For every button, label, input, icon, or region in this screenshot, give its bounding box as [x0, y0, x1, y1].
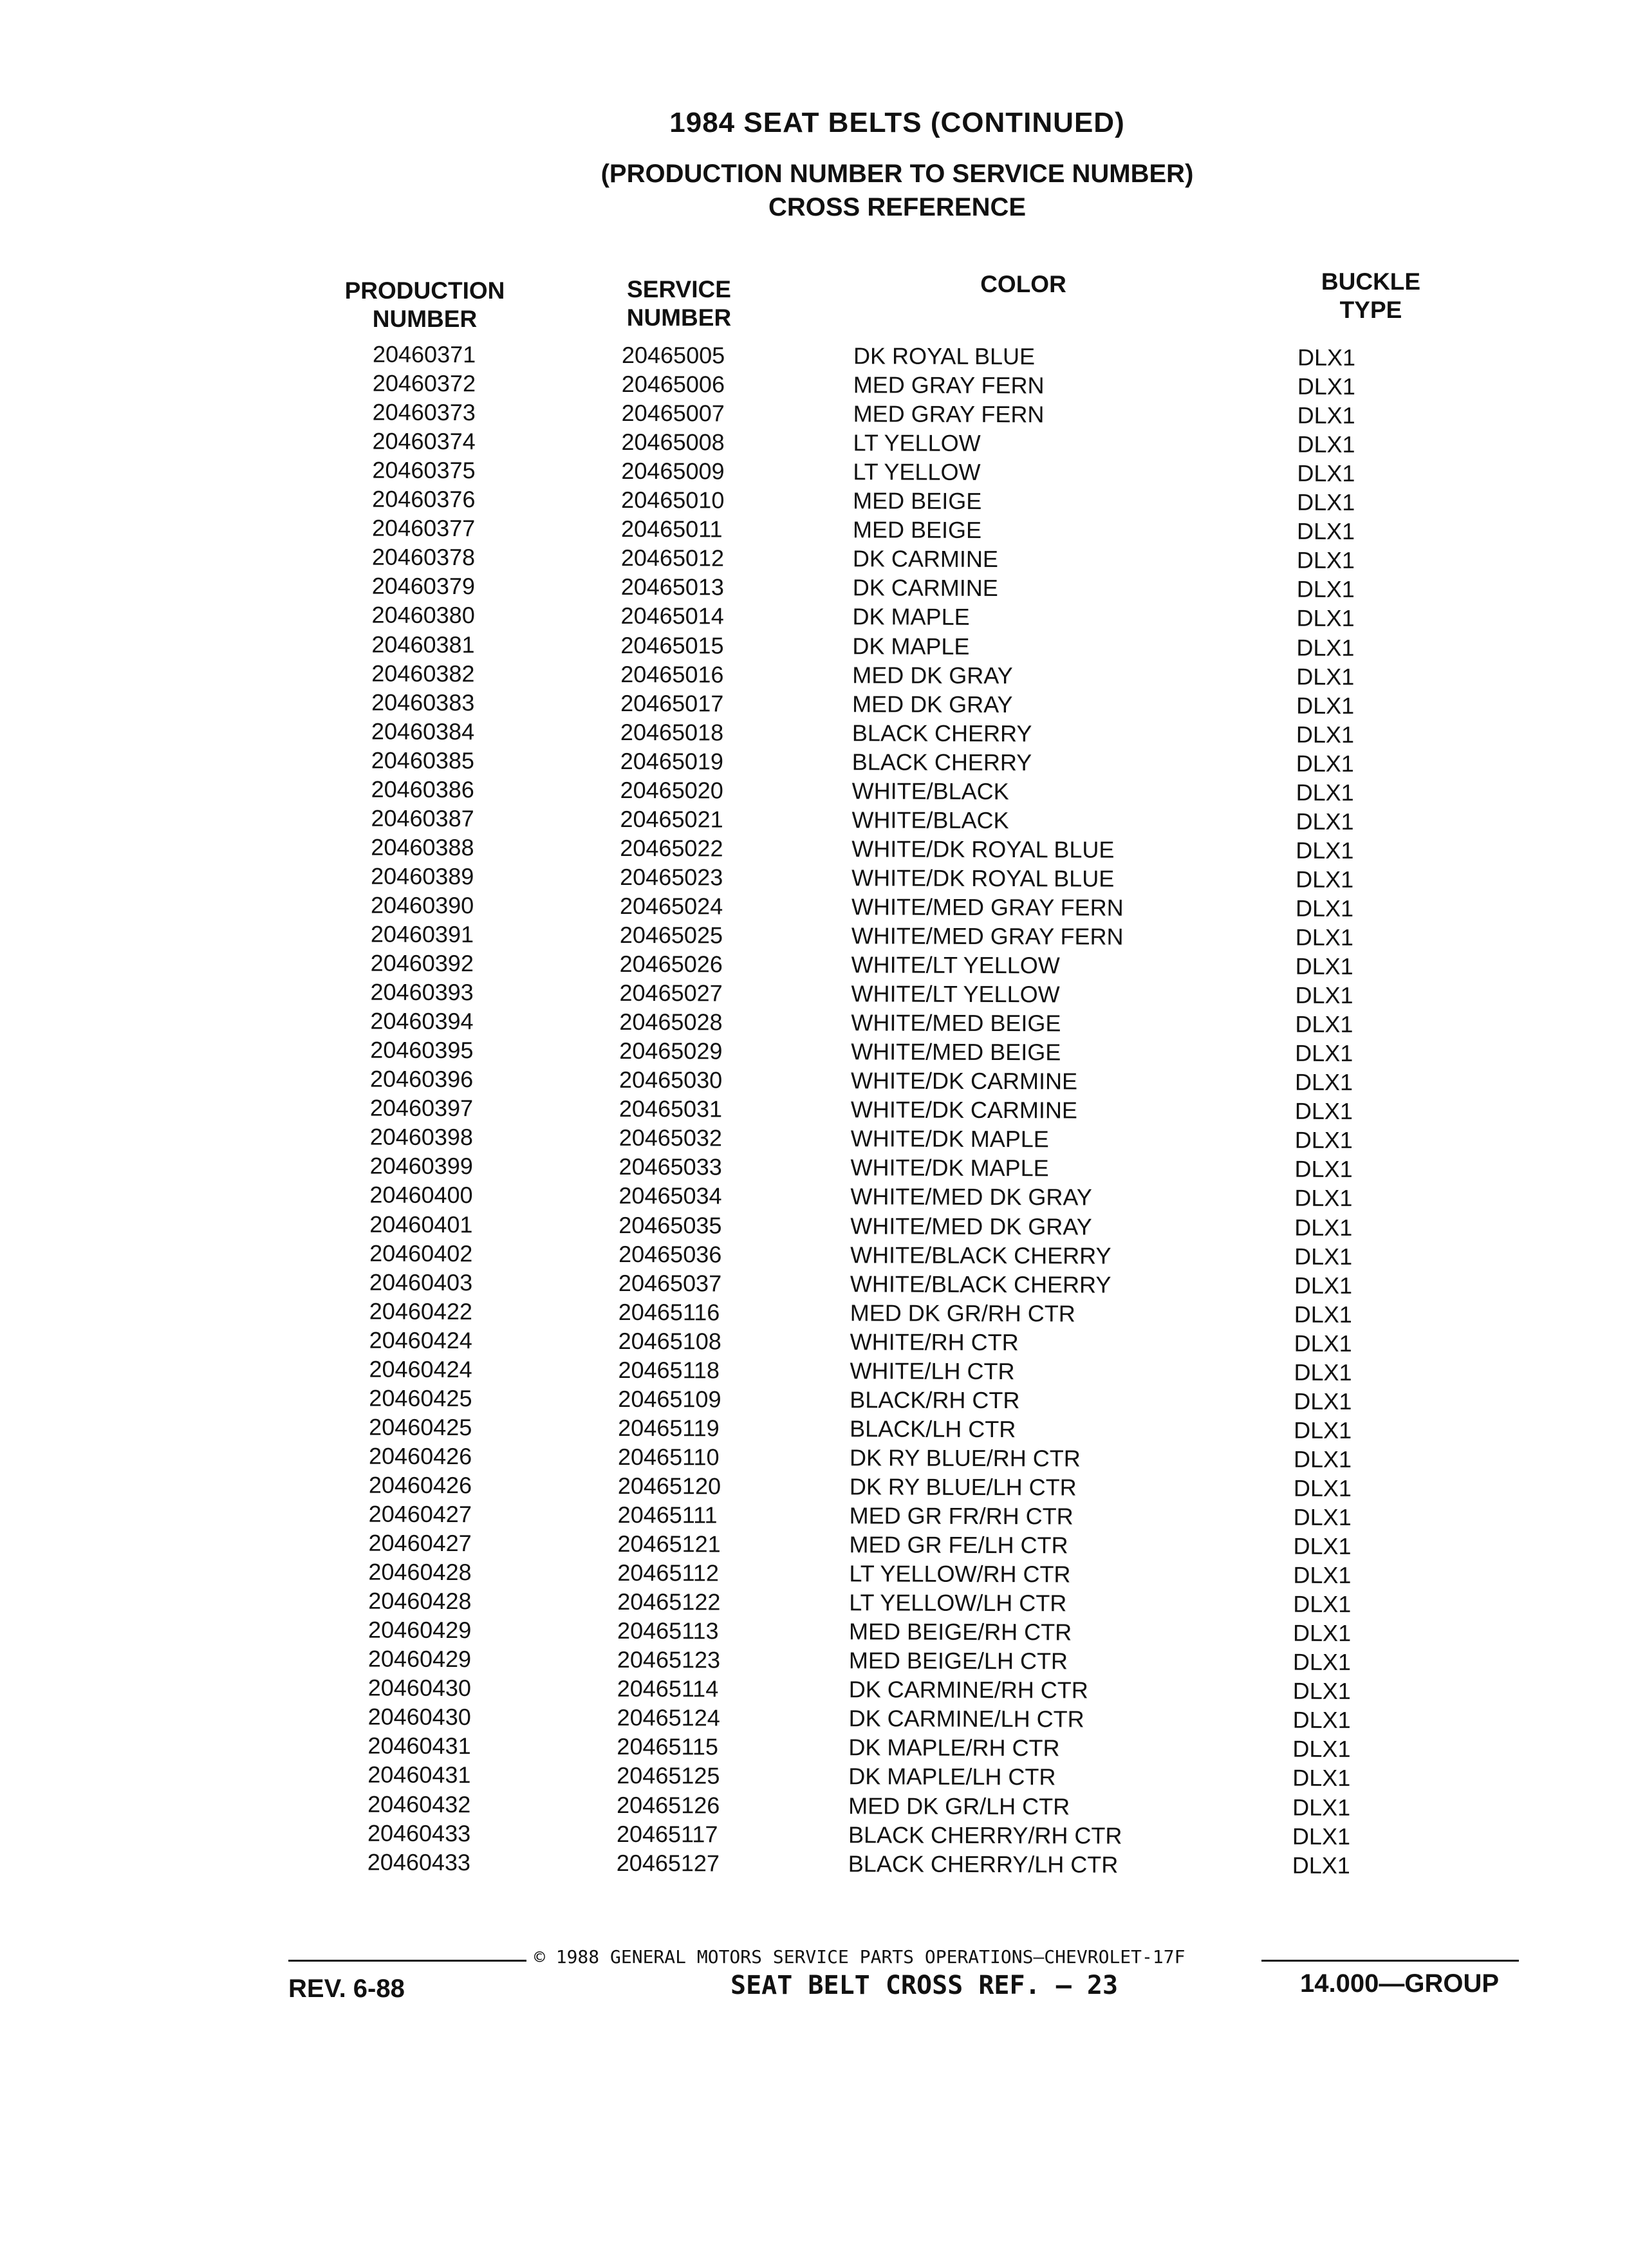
buckle-type-cell: DLX1	[1292, 1794, 1351, 1821]
service-number-cell: 20465125	[617, 1762, 720, 1789]
service-number-cell: 20465034	[618, 1182, 722, 1209]
color-cell: DK ROYAL BLUE	[853, 342, 1036, 370]
buckle-type-cell: DLX1	[1294, 1272, 1353, 1299]
buckle-type-cell: DLX1	[1296, 546, 1355, 574]
color-cell: DK CARMINE/LH CTR	[848, 1705, 1084, 1733]
buckle-type-cell: DLX1	[1294, 1068, 1353, 1096]
service-number-cell: 20465018	[620, 718, 724, 746]
production-number-cell: 20460384	[371, 718, 475, 745]
production-number-cell: 20460375	[372, 456, 476, 484]
buckle-type-cell: DLX1	[1294, 1388, 1352, 1415]
production-number-cell: 20460378	[371, 543, 476, 571]
production-number-cell: 20460433	[367, 1848, 471, 1875]
buckle-type-cell: DLX1	[1292, 1736, 1351, 1763]
buckle-type-cell: DLX1	[1293, 1619, 1352, 1647]
buckle-type-cell: DLX1	[1294, 1330, 1352, 1357]
color-cell: WHITE/RH CTR	[850, 1328, 1019, 1355]
service-number-cell: 20465108	[618, 1327, 721, 1355]
buckle-type-cell: DLX1	[1297, 460, 1355, 487]
column-header-line: TYPE	[1339, 297, 1402, 323]
color-cell: MED DK GR/RH CTR	[850, 1299, 1075, 1327]
buckle-type-cell: DLX1	[1292, 1765, 1351, 1792]
color-cell: WHITE/MED DK GRAY	[850, 1212, 1092, 1240]
buckle-type-cell: DLX1	[1294, 1243, 1353, 1270]
production-number-cell: 20460390	[370, 891, 474, 919]
color-cell: DK MAPLE/LH CTR	[848, 1763, 1056, 1790]
footer-copyright: © 1988 GENERAL MOTORS SERVICE PARTS OPERATIONS—CHEVROLET-17F	[534, 1946, 1185, 1967]
buckle-type-cell: DLX1	[1296, 605, 1355, 632]
service-number-cell: 20465026	[619, 951, 723, 978]
color-cell: WHITE/BLACK CHERRY	[850, 1270, 1111, 1298]
service-number-cell: 20465025	[619, 921, 723, 949]
service-number-cell: 20465031	[618, 1095, 723, 1122]
buckle-type-cell: DLX1	[1292, 1648, 1352, 1676]
service-number-cell: 20465032	[618, 1124, 723, 1151]
page-title: 1984 SEAT BELTS (CONTINUED)	[669, 107, 1125, 138]
buckle-type-cell: DLX1	[1292, 1852, 1350, 1879]
color-cell: WHITE/DK CARMINE	[851, 1067, 1078, 1095]
column-header-line: PRODUCTION	[344, 277, 505, 304]
service-number-cell: 20465037	[618, 1269, 722, 1297]
production-number-cell: 20460401	[369, 1211, 473, 1238]
service-number-cell: 20465111	[617, 1501, 718, 1529]
production-number-cell: 20460432	[367, 1790, 471, 1817]
color-cell: WHITE/MED GRAY FERN	[851, 922, 1124, 950]
color-cell: WHITE/MED BEIGE	[851, 1009, 1061, 1037]
footer-section-title: SEAT BELT CROSS REF. — 23	[730, 1971, 1119, 2000]
color-cell: DK CARMINE/RH CTR	[848, 1676, 1088, 1704]
buckle-type-cell: DLX1	[1296, 866, 1354, 893]
production-number-cell: 20460431	[367, 1732, 471, 1760]
production-number-cell: 20460394	[370, 1007, 474, 1035]
service-number-cell: 20465019	[620, 747, 724, 775]
production-number-cell: 20460398	[369, 1123, 474, 1151]
color-cell: WHITE/BLACK	[851, 806, 1009, 833]
buckle-type-cell: DLX1	[1294, 1214, 1353, 1241]
production-number-cell: 20460371	[372, 340, 476, 368]
buckle-type-cell: DLX1	[1293, 1532, 1352, 1559]
production-number-cell: 20460433	[367, 1819, 471, 1846]
revision-label: REV. 6-88	[288, 1975, 405, 2003]
production-number-cell: 20460385	[371, 747, 475, 774]
buckle-type-cell: DLX1	[1295, 924, 1353, 951]
production-number-cell: 20460396	[370, 1065, 474, 1093]
service-number-cell: 20465124	[617, 1704, 720, 1731]
service-number-cell: 20465036	[618, 1240, 722, 1268]
color-cell: MED DK GRAY	[852, 690, 1013, 718]
production-number-cell: 20460386	[371, 776, 474, 803]
color-cell: DK CARMINE	[852, 574, 998, 602]
production-number-cell: 20460425	[369, 1384, 472, 1411]
buckle-type-cell: DLX1	[1296, 692, 1355, 719]
buckle-type-cell: DLX1	[1293, 1445, 1352, 1473]
buckle-type-cell: DLX1	[1295, 981, 1353, 1009]
service-number-cell: 20465029	[619, 1037, 723, 1064]
color-cell: MED DK GRAY	[852, 661, 1013, 689]
color-cell: WHITE/BLACK CHERRY	[850, 1241, 1111, 1269]
color-cell: BLACK/RH CTR	[850, 1386, 1020, 1413]
color-cell: WHITE/DK MAPLE	[850, 1154, 1049, 1182]
buckle-type-cell: DLX1	[1296, 663, 1355, 690]
production-number-cell: 20460388	[371, 833, 474, 861]
buckle-type-cell: DLX1	[1296, 808, 1354, 835]
buckle-type-cell: DLX1	[1297, 402, 1355, 429]
color-cell: WHITE/DK ROYAL BLUE	[851, 835, 1115, 863]
production-number-cell: 20460381	[371, 631, 475, 658]
production-number-cell: 20460397	[369, 1094, 474, 1122]
production-number-cell: 20460402	[369, 1240, 473, 1267]
buckle-type-cell: DLX1	[1296, 721, 1355, 748]
color-cell: LT YELLOW/LH CTR	[849, 1589, 1067, 1617]
buckle-type-cell: DLX1	[1293, 1590, 1352, 1618]
buckle-type-cell: DLX1	[1292, 1677, 1351, 1705]
production-number-cell: 20460429	[367, 1645, 472, 1673]
production-number-cell: 20460430	[367, 1674, 472, 1702]
production-number-cell: 20460376	[372, 485, 476, 513]
color-cell: WHITE/MED GRAY FERN	[851, 893, 1124, 921]
service-number-cell: 20465118	[618, 1356, 720, 1384]
color-cell: BLACK CHERRY/LH CTR	[848, 1850, 1119, 1878]
service-number-cell: 20465126	[617, 1791, 720, 1819]
column-header-line: NUMBER	[626, 304, 732, 331]
production-number-cell: 20460428	[368, 1587, 472, 1615]
color-cell: LT YELLOW	[853, 429, 981, 457]
color-cell: BLACK CHERRY/RH CTR	[848, 1821, 1122, 1849]
production-number-cell: 20460427	[368, 1529, 472, 1557]
production-number-cell: 20460427	[368, 1500, 472, 1528]
buckle-type-cell: DLX1	[1292, 1823, 1351, 1850]
color-cell: LT YELLOW/RH CTR	[849, 1560, 1071, 1588]
table-row	[0, 1846, 1624, 1881]
buckle-type-cell: DLX1	[1295, 1039, 1353, 1067]
buckle-type-cell: DLX1	[1294, 1301, 1352, 1328]
service-number-cell: 20465005	[621, 341, 725, 369]
color-cell: WHITE/LT YELLOW	[851, 980, 1060, 1008]
buckle-type-cell: DLX1	[1295, 895, 1354, 922]
production-number-cell: 20460426	[368, 1442, 472, 1470]
production-number-cell: 20460422	[369, 1297, 473, 1325]
production-number-cell: 20460383	[371, 689, 475, 716]
production-number-cell: 20460391	[370, 920, 474, 948]
color-cell: WHITE/MED BEIGE	[851, 1038, 1061, 1066]
color-cell: BLACK/LH CTR	[850, 1415, 1016, 1442]
production-number-cell: 20460424	[369, 1355, 472, 1382]
buckle-type-cell: DLX1	[1297, 431, 1355, 458]
color-cell: DK MAPLE/RH CTR	[848, 1734, 1060, 1761]
service-number-cell: 20465120	[617, 1472, 721, 1500]
service-number-cell: 20465022	[620, 834, 723, 862]
service-number-cell: 20465033	[618, 1153, 722, 1180]
service-number-cell: 20465023	[620, 863, 723, 891]
service-number-cell: 20465020	[620, 776, 723, 804]
service-number-cell: 20465013	[620, 573, 724, 600]
production-number-cell: 20460380	[371, 602, 475, 629]
color-cell: MED BEIGE	[853, 487, 982, 515]
service-number-cell: 20465115	[617, 1733, 719, 1760]
service-number-cell: 20465017	[620, 689, 724, 717]
production-number-cell: 20460393	[370, 978, 474, 1006]
color-cell: WHITE/DK ROYAL BLUE	[851, 864, 1115, 892]
color-cell: WHITE/LT YELLOW	[851, 951, 1060, 979]
production-number-cell: 20460403	[369, 1269, 473, 1296]
production-number-cell: 20460387	[371, 804, 474, 832]
service-number-cell: 20465119	[618, 1414, 720, 1442]
color-cell: MED BEIGE	[852, 516, 982, 544]
service-number-cell: 20465122	[617, 1588, 721, 1615]
color-cell: MED BEIGE/LH CTR	[848, 1647, 1068, 1675]
production-number-cell: 20460399	[369, 1152, 473, 1180]
color-cell: MED GR FR/RH CTR	[849, 1502, 1074, 1530]
footer-group: 14.000—GROUP	[1300, 1969, 1500, 1998]
service-number-cell: 20465110	[617, 1443, 720, 1471]
buckle-type-cell: DLX1	[1295, 1010, 1353, 1038]
service-number-cell: 20465030	[619, 1066, 723, 1093]
production-number-cell: 20460392	[370, 949, 474, 977]
color-cell: WHITE/LH CTR	[850, 1357, 1015, 1384]
service-number-cell: 20465021	[620, 805, 723, 833]
service-number-cell: 20465012	[620, 544, 725, 572]
buckle-type-cell: DLX1	[1296, 634, 1355, 661]
color-cell: MED GRAY FERN	[853, 400, 1045, 428]
service-number-cell: 20465109	[618, 1385, 721, 1413]
production-number-cell: 20460382	[371, 660, 475, 687]
page-subtitle-cross-reference: CROSS REFERENCE	[768, 193, 1027, 221]
buckle-type-cell: DLX1	[1297, 373, 1355, 400]
color-cell: WHITE/BLACK	[851, 777, 1009, 804]
service-number-cell: 20465008	[621, 429, 725, 456]
color-cell: MED BEIGE/RH CTR	[849, 1618, 1072, 1646]
production-number-cell: 20460372	[372, 369, 476, 397]
service-number-cell: 20465123	[617, 1646, 721, 1673]
service-number-cell: 20465114	[617, 1675, 719, 1702]
service-number-cell: 20465016	[620, 660, 724, 688]
buckle-type-cell: DLX1	[1292, 1706, 1351, 1734]
buckle-type-cell: DLX1	[1296, 576, 1355, 603]
service-number-cell: 20465121	[617, 1530, 721, 1557]
buckle-type-cell: DLX1	[1296, 837, 1354, 864]
production-number-cell: 20460430	[367, 1703, 471, 1731]
production-number-cell: 20460428	[368, 1558, 472, 1586]
color-cell: DK RY BLUE/RH CTR	[849, 1444, 1081, 1472]
buckle-type-cell: DLX1	[1297, 344, 1356, 371]
production-number-cell: 20460431	[367, 1761, 471, 1789]
buckle-type-cell: DLX1	[1296, 517, 1355, 545]
page-subtitle: (PRODUCTION NUMBER TO SERVICE NUMBER)	[600, 160, 1194, 188]
production-number-cell: 20460425	[369, 1413, 472, 1441]
production-number-cell: 20460395	[370, 1036, 474, 1064]
service-number-cell: 20465006	[621, 371, 725, 398]
production-number-cell: 20460389	[371, 862, 474, 890]
production-number-cell: 20460424	[369, 1326, 472, 1353]
color-cell: MED GR FE/LH CTR	[849, 1531, 1068, 1559]
buckle-type-cell: DLX1	[1294, 1185, 1353, 1212]
service-number-cell: 20465127	[616, 1849, 720, 1877]
buckle-type-cell: DLX1	[1296, 779, 1354, 806]
buckle-type-cell: DLX1	[1294, 1359, 1352, 1386]
color-cell: WHITE/MED DK GRAY	[850, 1183, 1092, 1211]
production-number-cell: 20460426	[368, 1471, 472, 1499]
color-cell: DK MAPLE	[852, 632, 970, 660]
buckle-type-cell: DLX1	[1293, 1503, 1352, 1530]
buckle-type-cell: DLX1	[1294, 1097, 1353, 1125]
buckle-type-cell: DLX1	[1294, 1126, 1353, 1154]
service-number-cell: 20465011	[620, 516, 723, 543]
buckle-type-cell: DLX1	[1293, 1474, 1352, 1501]
service-number-cell: 20465117	[616, 1820, 718, 1848]
footer-rule-left	[288, 1960, 526, 1962]
service-number-cell: 20465024	[619, 892, 723, 920]
color-cell: DK MAPLE	[852, 603, 970, 631]
color-cell: LT YELLOW	[853, 458, 981, 486]
buckle-type-cell: DLX1	[1293, 1561, 1352, 1589]
column-header-line: SERVICE	[627, 276, 731, 302]
production-number-cell: 20460400	[369, 1182, 473, 1209]
service-number-cell: 20465027	[619, 980, 723, 1007]
production-number-cell: 20460379	[371, 573, 475, 600]
color-cell: BLACK CHERRY	[851, 719, 1032, 747]
footer-rule-right	[1261, 1960, 1519, 1962]
column-header-line: NUMBER	[372, 306, 478, 332]
service-number-cell: 20465010	[621, 487, 725, 514]
service-number-cell: 20465009	[621, 458, 725, 485]
buckle-type-cell: DLX1	[1294, 1156, 1353, 1183]
column-header-line: BUCKLE	[1321, 268, 1421, 295]
service-number-cell: 20465116	[618, 1298, 720, 1326]
service-number-cell: 20465015	[620, 631, 724, 659]
production-number-cell: 20460374	[372, 427, 476, 455]
service-number-cell: 20465035	[618, 1211, 722, 1239]
color-cell: DK RY BLUE/LH CTR	[849, 1473, 1077, 1501]
buckle-type-cell: DLX1	[1297, 488, 1355, 516]
color-cell: WHITE/DK CARMINE	[850, 1096, 1078, 1124]
column-header-line: COLOR	[980, 271, 1066, 297]
color-cell: DK CARMINE	[852, 545, 999, 573]
color-cell: BLACK CHERRY	[851, 748, 1032, 776]
production-number-cell: 20460429	[368, 1616, 472, 1644]
production-number-cell: 20460373	[372, 398, 476, 426]
service-number-cell: 20465007	[621, 400, 725, 427]
color-cell: MED GRAY FERN	[853, 371, 1045, 399]
buckle-type-cell: DLX1	[1295, 953, 1353, 980]
color-cell: MED DK GR/LH CTR	[848, 1792, 1070, 1819]
buckle-type-cell: DLX1	[1296, 750, 1354, 777]
service-number-cell: 20465028	[619, 1009, 723, 1036]
service-number-cell: 20465014	[620, 602, 724, 629]
service-number-cell: 20465112	[617, 1559, 719, 1586]
color-cell: WHITE/DK MAPLE	[850, 1125, 1049, 1153]
buckle-type-cell: DLX1	[1294, 1417, 1352, 1444]
production-number-cell: 20460377	[371, 514, 476, 542]
service-number-cell: 20465113	[617, 1617, 719, 1644]
